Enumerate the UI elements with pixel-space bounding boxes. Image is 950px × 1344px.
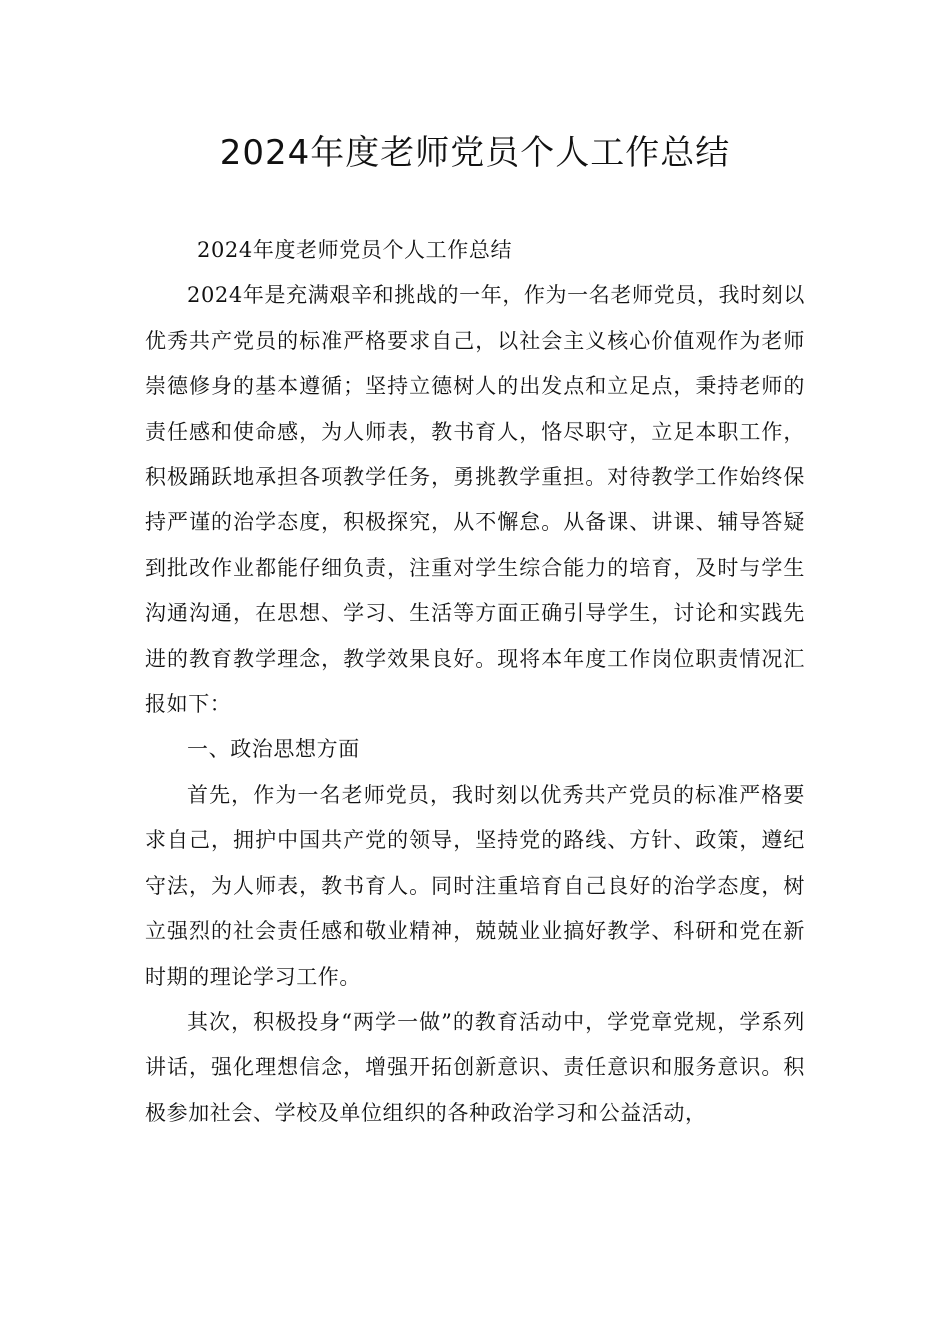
document-title: 2024年度老师党员个人工作总结 xyxy=(219,133,731,173)
section-heading-political: 一、政治思想方面 xyxy=(187,737,360,762)
document-subtitle: 2024年度老师党员个人工作总结 xyxy=(197,238,513,262)
paragraph-second: 其次，积极投身“两学一做”的教育活动中，学党章党规，学系列讲话，强化理想信念，增强开拓创新意识、责任意识和服务意识。积极参加社会、学校及单位组织的各种政治学习和公益活动， xyxy=(145,1009,805,1125)
paragraph-first: 首先，作为一名老师党员，我时刻以优秀共产党员的标准严格要求自己，拥护中国共产党的领导，坚持党的路线、方针、政策，遵纪守法，为人师表，教书育人。同时注重培育自己良好的治学态度，树立强烈的社会责任感和敬业精神，兢兢业业搞好教学、科研和党在新时期的理论学习工作。 xyxy=(145,782,805,989)
paragraph-intro: 2024年是充满艰辛和挑战的一年，作为一名老师党员，我时刻以优秀共产党员的标准严格要求自己，以社会主义核心价值观作为老师崇德修身的基本遵循；坚持立德树人的出发点和立足点，秉持老师的责任感和使命感，为人师表，教书育人，恪尽职守，立足本职工作，积极踊跃地承担各项教学任务，勇挑教学重担。对待教学工作始终保持严谨的治学态度，积极探究，从不懈怠。从备课、讲课、辅导答疑到批改作业都能仔细负责，注重对学生综合能力的培育，及时与学生沟通沟通，在思想、学习、生活等方面正确引导学生，讨论和实践先进的教育教学理念，教学效果良好。现将本年度工作岗位职责情况汇报如下： xyxy=(145,283,805,717)
document-body xyxy=(145,228,805,1136)
